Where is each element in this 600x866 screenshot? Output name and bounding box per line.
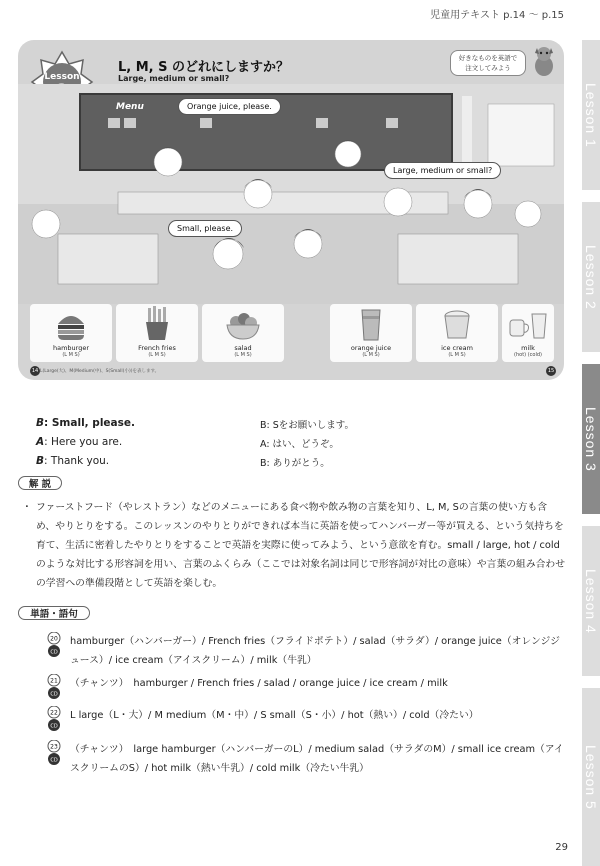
cd-track-icon[interactable]: [46, 674, 62, 700]
kaisetsu-text: ファーストフード（やレストラン）などのメニューにある食べ物や飲み物の言葉を知り、L, M, Sの言葉の使い方も含め、やりとりをする。このレッスンのやりとりができれば本当に英語を使ってハンバーガー等が買える、という気持ちを育て、生活に密着したやりとりをすることで英語を実際に使ってみよう、という意欲を育む。small / large, hot / coldのような対比する形容詞を用い、言葉のふくらみ（ここでは対象名詞は同じで形容詞が対比の意味）や言葉の組み合わせの学習への準備段階として英語を楽しむ。: [36, 502, 566, 589]
speech-bubble-orange-juice: Orange juice, please.: [178, 98, 281, 115]
dialogue-en-text: Thank you.: [50, 455, 110, 467]
orange-juice-icon: [358, 306, 384, 342]
food-name: hamburger: [52, 344, 90, 352]
food-card-french-fries: [116, 304, 198, 362]
instruction-bubble: [450, 50, 526, 76]
tab-label: Lesson 2: [583, 244, 599, 310]
cd-number: 22: [50, 709, 58, 717]
dialogue-line: [36, 455, 556, 474]
vocab-heading: 単語・語句: [18, 606, 90, 620]
lesson-subtitle: Large, medium or small?: [118, 74, 230, 83]
dialogue-en: B: Thank you.: [36, 455, 110, 467]
dialogue-en: B: Small, please.: [36, 417, 135, 429]
cd-number: 21: [50, 677, 58, 685]
food-card-salad: [202, 304, 284, 362]
food-name: salad: [234, 344, 252, 352]
menu-board-label: Menu: [116, 102, 144, 112]
food-name: milk: [521, 344, 535, 352]
tab-label: Lesson 3: [583, 406, 599, 472]
kaisetsu-body: [22, 498, 566, 593]
food-sizes: (L M S): [234, 352, 252, 358]
vocab-text: （チャンツ） large hamburger（ハンバーガーのL）/ medium salad（サラダのM）/ small ice cream（アイスクリームのS）/ hot milk（熱い牛乳）/ cold milk（冷たい牛乳）: [70, 744, 564, 774]
cd-label: CD: [50, 691, 58, 698]
classroom-restaurant-scene: [18, 84, 564, 304]
kaisetsu-heading: 解 説: [18, 476, 62, 490]
textbook-page-reference: 児童用テキスト p.14 〜 p.15: [430, 10, 564, 21]
milk-cups-icon: [506, 308, 550, 342]
vocab-text: （チャンツ） hamburger / French fries / salad / orange juice / ice cream / milk: [70, 678, 448, 689]
food-card-ice-cream: [416, 304, 498, 362]
food-sizes: (L M S): [362, 352, 380, 358]
badge-word: Lesson: [44, 72, 80, 82]
dialogue-section: [36, 417, 556, 474]
food-name: French fries: [138, 344, 176, 352]
lesson-tabs: [582, 40, 600, 866]
salad-icon: [224, 310, 262, 342]
cd-number: 23: [50, 743, 58, 751]
tab-lesson-1[interactable]: [582, 40, 600, 190]
tab-lesson-4[interactable]: [582, 526, 600, 676]
page-number: 29: [555, 842, 568, 853]
tab-lesson-3[interactable]: [582, 364, 600, 514]
food-name: ice cream: [441, 344, 473, 352]
cd-number: 20: [50, 635, 58, 643]
textbook-illustration-panel: [18, 40, 564, 380]
speaker: B: [36, 455, 45, 467]
food-sizes: (L M S): [148, 352, 166, 358]
speaker: A: [36, 436, 45, 448]
food-card-hamburger: [30, 304, 112, 362]
hamburger-icon: [54, 308, 88, 342]
tab-label: Lesson 4: [583, 568, 599, 634]
vocab-item: [46, 632, 566, 672]
french-fries-icon: [142, 306, 172, 342]
vocab-text: hamburger（ハンバーガー）/ French fries（フライドポテト）/ salad（サラダ）/ orange juice（オレンジジュース）/ ice cream（アイスクリーム）/ milk（牛乳）: [70, 636, 560, 666]
food-name: orange juice: [350, 344, 392, 352]
dialogue-en-text: Here you are.: [51, 436, 123, 448]
tab-label: Lesson 5: [583, 744, 599, 810]
tab-lesson-5[interactable]: [582, 688, 600, 866]
speech-bubble-size-question: Large, medium or small?: [384, 162, 501, 179]
cd-label: CD: [50, 757, 58, 764]
speech-bubble-small-please: Small, please.: [168, 220, 242, 237]
tab-lesson-2[interactable]: [582, 202, 600, 352]
vocab-item: [46, 740, 566, 780]
dog-mascot-icon: [530, 44, 558, 78]
tab-label: Lesson 1: [583, 82, 599, 148]
food-card-milk: [502, 304, 554, 362]
bullet: ・: [22, 502, 32, 513]
lesson-title: L, M, S のどれにしますか？: [118, 60, 290, 75]
food-sizes: (hot) (cold): [514, 352, 542, 358]
vocab-item: [46, 674, 566, 700]
vocab-text: L large（L・大）/ M medium（M・中）/ S small（S・小）/ hot（熱い）/ cold（冷たい）: [70, 710, 479, 721]
vocab-item: [46, 706, 566, 732]
cd-label: CD: [50, 723, 58, 730]
dialogue-en-text: Small, please.: [51, 417, 135, 429]
dialogue-ja: B: Sをお願いします。: [260, 420, 355, 431]
dialogue-en: A: Here you are.: [36, 436, 123, 448]
cd-track-icon[interactable]: [46, 706, 62, 732]
food-card-orange-juice: [330, 304, 412, 362]
size-legend-note: L(Large(大)、M(Medium(中)、S(Small(小))を表します。: [40, 369, 160, 374]
textbook-page-left: 14: [31, 368, 39, 374]
food-picture-strip: [30, 304, 554, 370]
food-sizes: (L M S): [448, 352, 466, 358]
cd-track-icon[interactable]: [46, 740, 62, 766]
speaker: B: [36, 417, 45, 429]
dialogue-line: [36, 436, 556, 455]
ice-cream-cup-icon: [442, 308, 472, 342]
dialogue-line: [36, 417, 556, 436]
instruction-line-1: 好きなものを英語で: [458, 54, 518, 62]
cd-track-icon[interactable]: [46, 632, 62, 658]
instruction-line-2: 注文してみよう: [465, 64, 511, 72]
dialogue-ja: A: はい、どうぞ。: [260, 439, 339, 450]
textbook-page-right: 15: [547, 368, 555, 374]
food-sizes: (L M S): [62, 352, 80, 358]
dialogue-ja: B: ありがとう。: [260, 458, 330, 469]
cd-label: CD: [50, 649, 58, 656]
